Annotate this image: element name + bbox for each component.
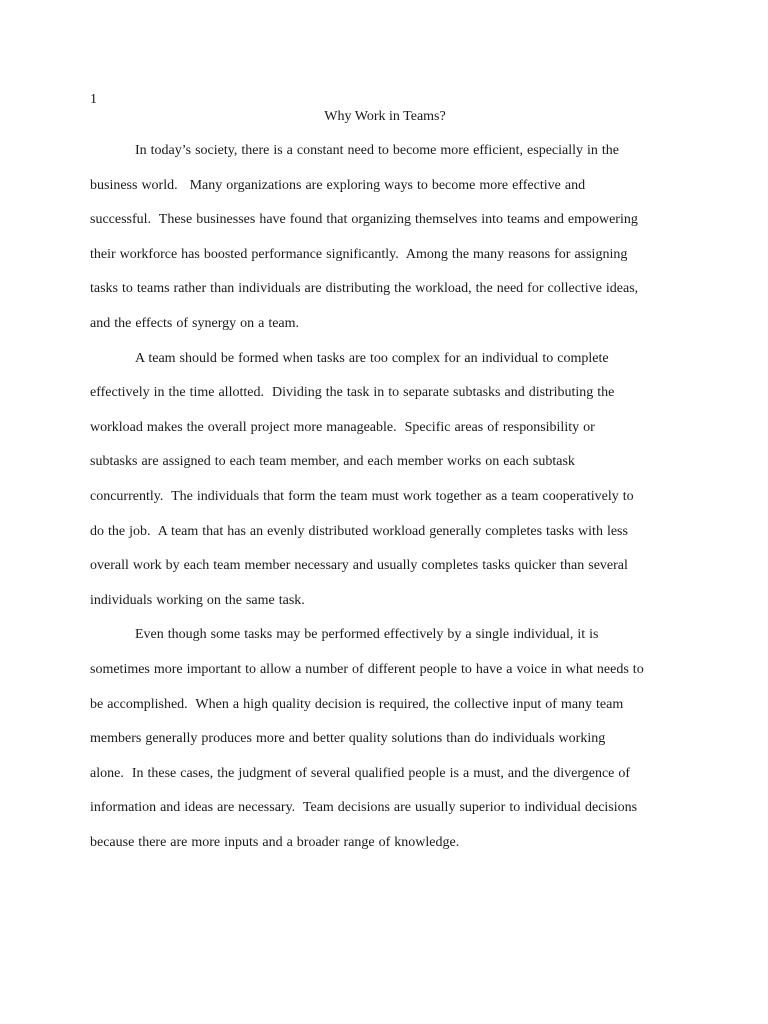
text-line: subtasks are assigned to each team member, and each member works on each subtask (90, 454, 575, 470)
page-number: 1 (90, 92, 97, 107)
text-line: successful. These businesses have found that organizing themselves into teams and empowering (90, 212, 638, 228)
text-line: tasks to teams rather than individuals are distributing the workload, the need for collective ideas, (90, 281, 639, 297)
text-line: members generally produces more and better quality solutions than do individuals working (90, 731, 606, 747)
text-line: because there are more inputs and a broader range of knowledge. (90, 834, 460, 850)
text-line: overall work by each team member necessary and usually completes tasks quicker than several (90, 558, 628, 574)
text-line: effectively in the time allotted. Dividing the task in to separate subtasks and distributing the (90, 385, 615, 401)
text-line: sometimes more important to allow a number of different people to have a voice in what needs to (90, 661, 644, 677)
text-line: information and ideas are necessary. Team decisions are usually superior to individual decisions (90, 800, 638, 816)
document-body (90, 141, 690, 867)
text-line: business world. Many organizations are exploring ways to become more effective and (90, 177, 586, 193)
text-line: workload makes the overall project more manageable. Specific areas of responsibility or (90, 419, 595, 435)
text-line: individuals working on the same task. (90, 592, 305, 608)
paragraph-first-line: A team should be formed when tasks are too complex for an individual to complete (135, 350, 609, 366)
text-line: and the effects of synergy on a team. (90, 315, 300, 331)
text-line: do the job. A team that has an evenly distributed workload generally completes tasks with less (90, 523, 628, 539)
paragraph-first-line: In today’s society, there is a constant need to become more efficient, especially in the (135, 143, 619, 158)
text-line: be accomplished. When a high quality decision is required, the collective input of many team (90, 696, 624, 712)
text-line: alone. In these cases, the judgment of several qualified people is a must, and the divergence of (90, 765, 631, 781)
document-title: Why Work in Teams? (324, 109, 446, 124)
text-line: concurrently. The individuals that form the team must work together as a team cooperatively to (90, 488, 634, 504)
text-line: their workforce has boosted performance significantly. Among the many reasons for assigning (90, 246, 628, 262)
paragraph-first-line: Even though some tasks may be performed effectively by a single individual, it is (135, 627, 599, 643)
